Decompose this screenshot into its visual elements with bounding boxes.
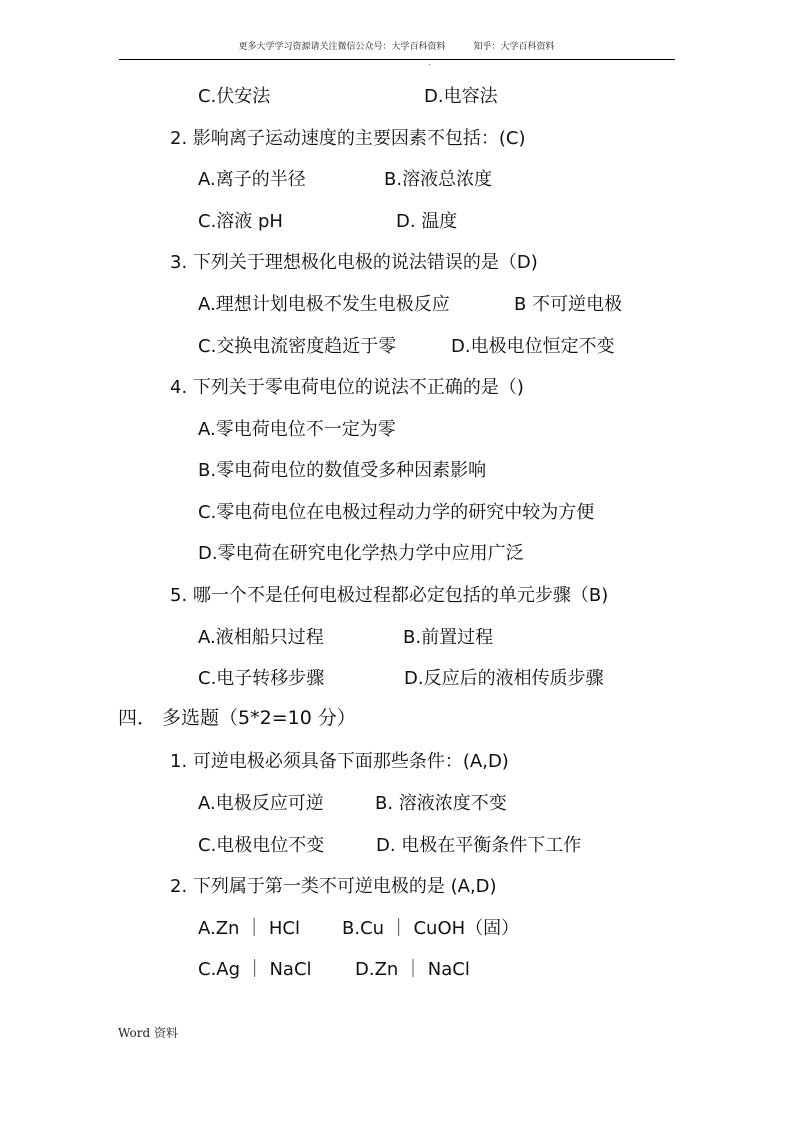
option-line: [198, 918, 519, 940]
option-b: B 不可逆电极: [514, 294, 623, 315]
question-2-text: 2. 影响离子运动速度的主要因素不包括：(C): [170, 128, 526, 149]
page-footer: Word 资料: [118, 1026, 178, 1040]
option-d: D.零电荷在研究电化学热力学中应用广泛: [198, 543, 524, 564]
option-c: C.Ag ｜ NaCl: [198, 959, 312, 980]
option-b: B. 溶液浓度不变: [375, 793, 507, 814]
header-dot: .: [428, 58, 431, 67]
section-heading: 四． 多选题（5*2=10 分）: [118, 707, 356, 729]
option-c: C.电极电位不变: [198, 835, 325, 856]
option-line: [198, 627, 493, 649]
header-right-text: 知乎：大学百科资料: [473, 42, 555, 52]
option-line: [198, 169, 492, 191]
option-c: C.溶液 pH: [198, 211, 283, 232]
option-a: A.理想计划电极不发生电极反应: [198, 294, 450, 315]
option-line: [198, 793, 507, 815]
question-4-text: 4. 下列关于零电荷电位的说法不正确的是（): [170, 377, 524, 398]
option-a: A.离子的半径: [198, 169, 306, 190]
option-a: A.零电荷电位不一定为零: [198, 419, 396, 440]
multi-question-2-text: 2. 下列属于第一类不可逆电极的是 (A,D): [170, 876, 497, 897]
option-line: [198, 294, 622, 316]
page-header: [0, 39, 793, 52]
header-rule: [119, 59, 675, 60]
option-line: [198, 86, 498, 108]
option-d: D.反应后的液相传质步骤: [404, 668, 604, 689]
option-b: B.零电荷电位的数值受多种因素影响: [198, 460, 487, 481]
header-left-text: 更多大学学习资源请关注微信公众号：大学百科资料: [238, 42, 446, 52]
question-3-text: 3. 下列关于理想极化电极的说法错误的是（D): [170, 252, 538, 273]
option-d: D.电容法: [424, 86, 498, 107]
option-line: [198, 959, 470, 981]
option-d: D. 温度: [396, 211, 458, 232]
option-d: D.电极电位恒定不变: [451, 336, 615, 357]
option-b: B.溶液总浓度: [384, 169, 493, 190]
option-line: [198, 336, 615, 358]
option-b: B.Cu ｜ CuOH（固）: [342, 918, 520, 939]
option-a: A.Zn ｜ HCl: [198, 918, 301, 939]
option-line: [198, 668, 604, 690]
option-c: C.零电荷电位在电极过程动力学的研究中较为方便: [198, 502, 595, 523]
option-a: A.电极反应可逆: [198, 793, 324, 814]
option-c: C.电子转移步骤: [198, 668, 325, 689]
option-d: D. 电极在平衡条件下工作: [376, 835, 582, 856]
option-c: C.伏安法: [198, 86, 271, 107]
option-line: [198, 211, 457, 233]
option-c: C.交换电流密度趋近于零: [198, 336, 397, 357]
multi-question-1-text: 1. 可逆电极必须具备下面那些条件：(A,D): [170, 751, 509, 772]
option-d: D.Zn ｜ NaCl: [355, 959, 470, 980]
question-5-text: 5. 哪一个不是任何电极过程都必定包括的单元步骤（B): [170, 585, 609, 606]
option-line: [198, 835, 581, 857]
option-b: B.前置过程: [403, 627, 494, 648]
option-a: A.液相船只过程: [198, 627, 324, 648]
